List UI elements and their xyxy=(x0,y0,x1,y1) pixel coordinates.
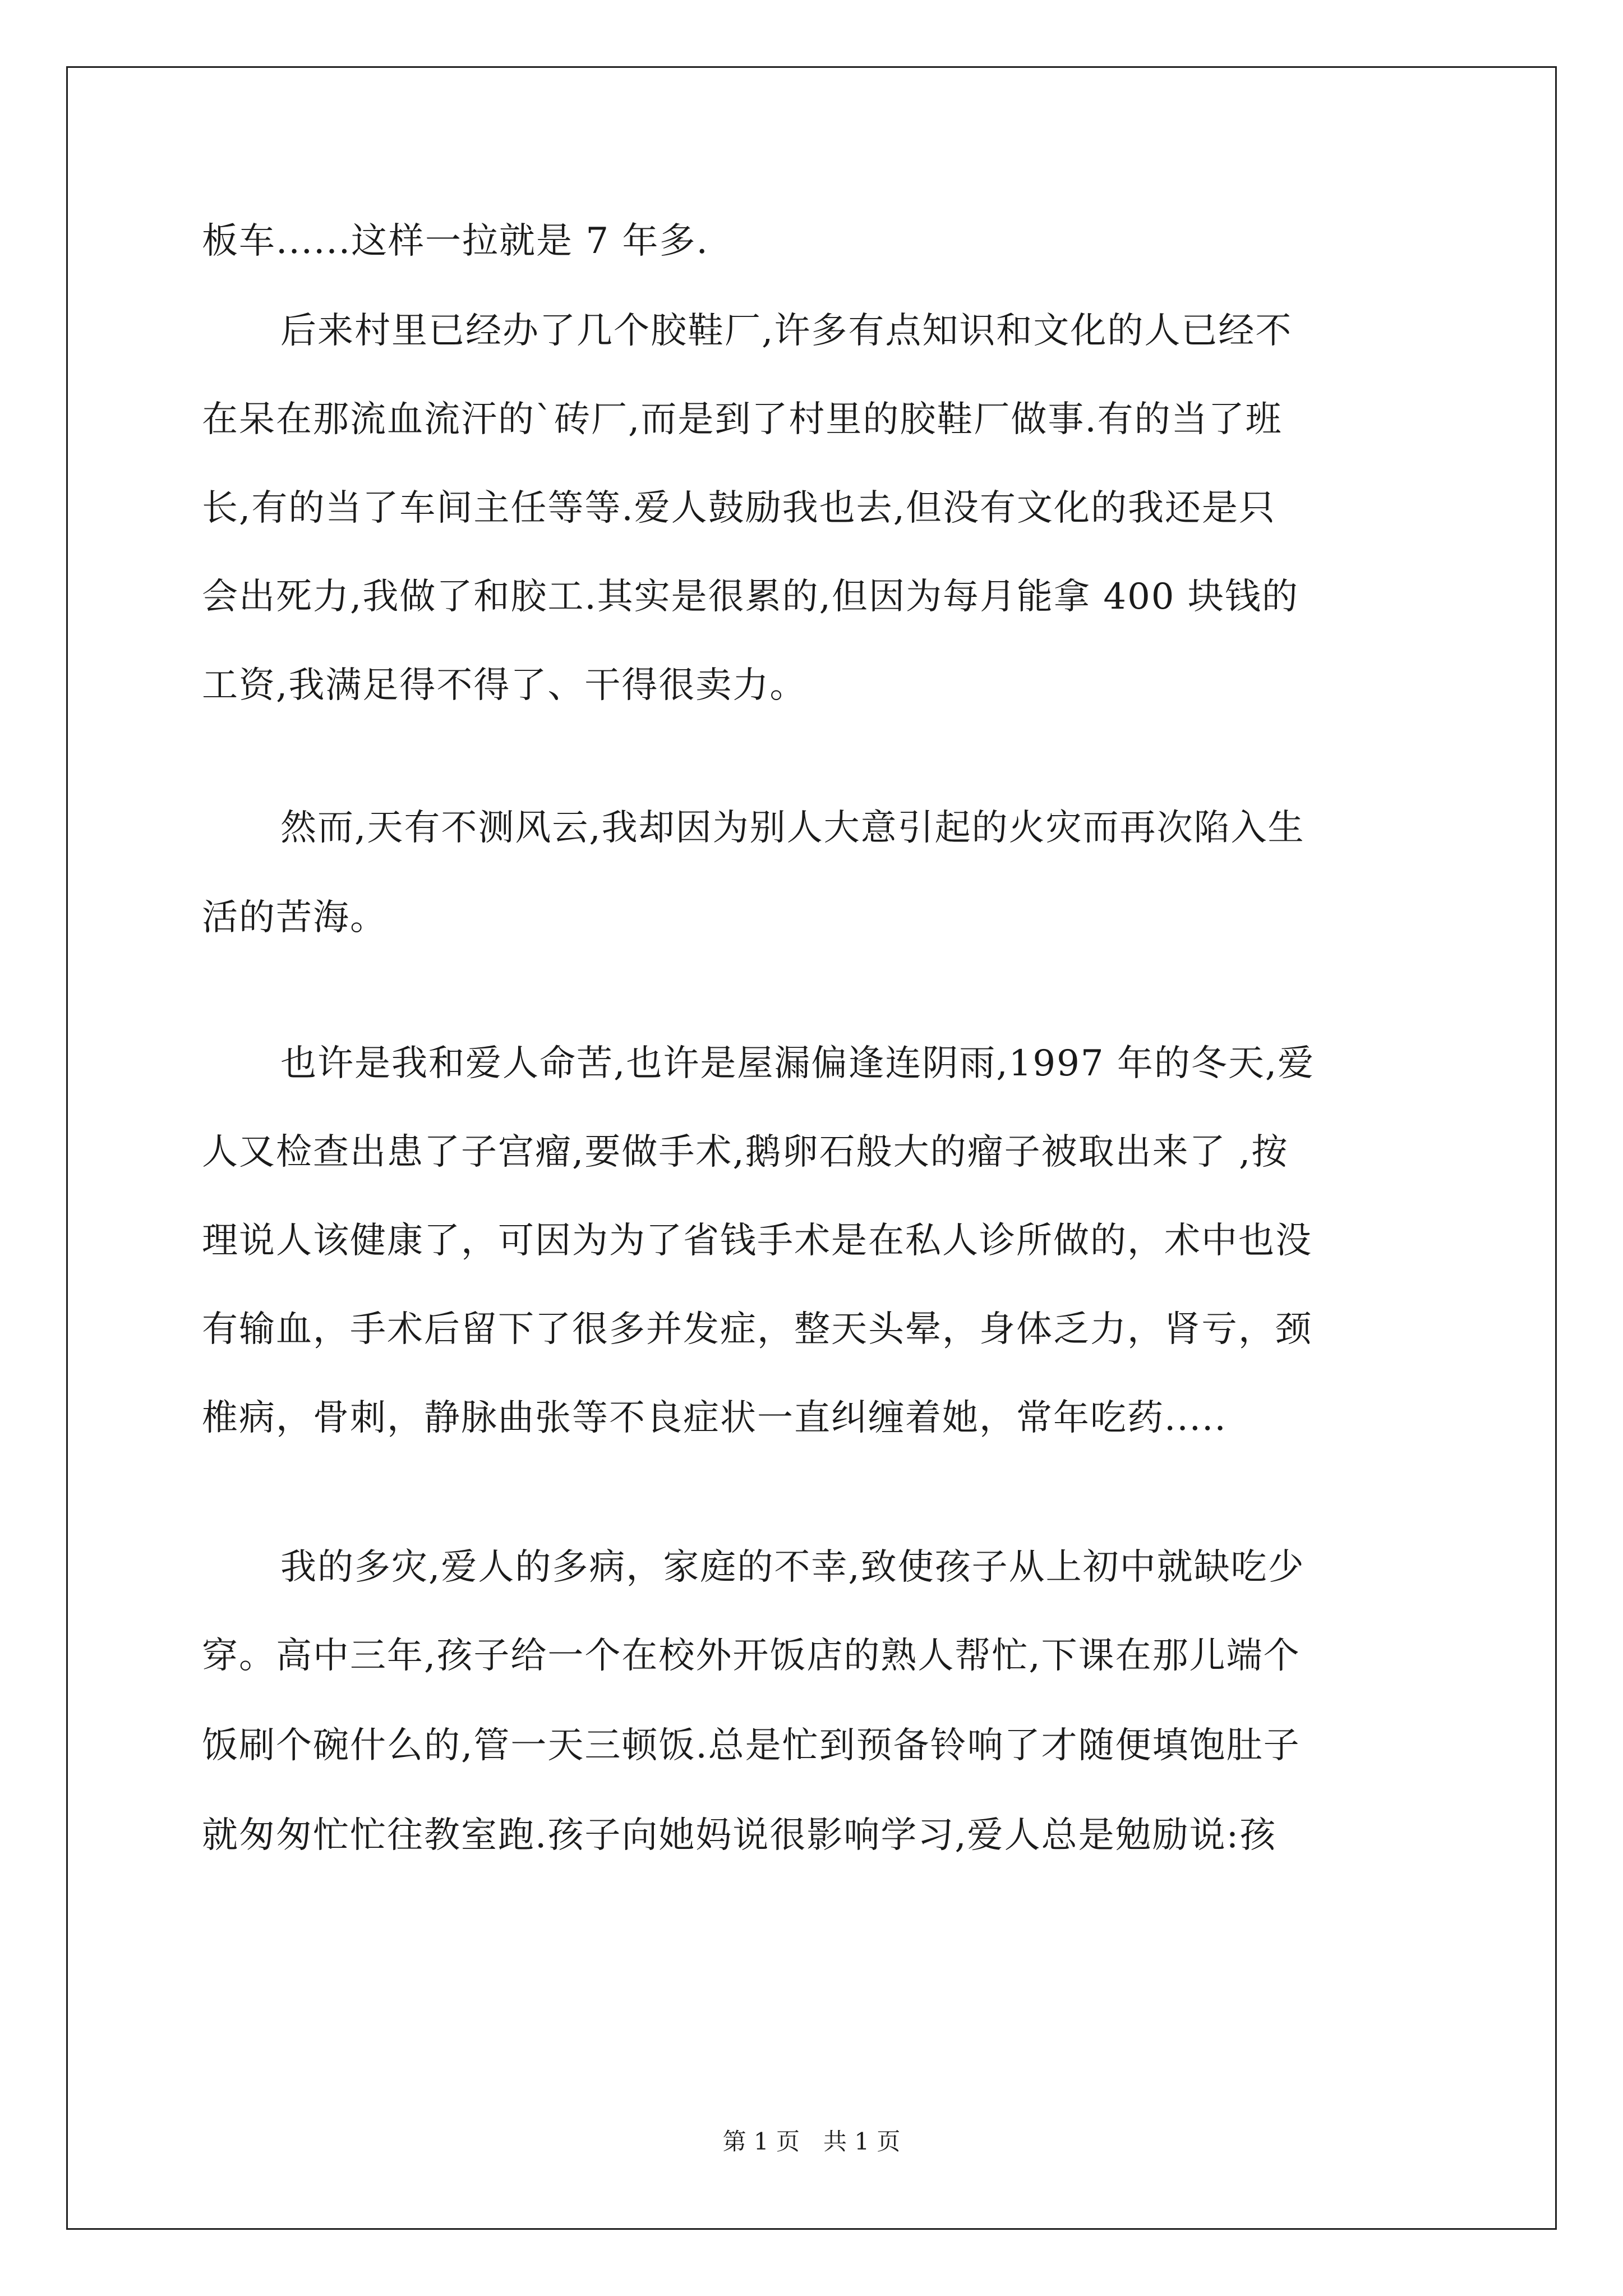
text-line: 长,有的当了车间主任等等.爱人鼓励我也去,但没有文化的我还是只 xyxy=(202,487,1276,529)
text-line: 板车......这样一拉就是 7 年多. xyxy=(202,220,709,262)
paragraph-start-line: 后来村里已经办了几个胶鞋厂,许多有点知识和文化的人已经不 xyxy=(280,310,1293,352)
paragraph-start-line: 我的多灾,爱人的多病，家庭的不幸,致使孩子从上初中就缺吃少 xyxy=(280,1547,1305,1588)
paragraph-start-line: 然而,天有不测风云,我却因为别人大意引起的火灾而再次陷入生 xyxy=(280,807,1305,849)
text-line: 有输血，手术后留下了很多并发症，整天头晕，身体乏力，肾亏，颈 xyxy=(202,1309,1312,1350)
text-line: 在呆在那流血流汗的`砖厂,而是到了村里的胶鞋厂做事.有的当了班 xyxy=(202,399,1283,440)
text-line: 饭刷个碗什么的,管一天三顿饭.总是忙到预备铃响了才随便填饱肚子 xyxy=(202,1725,1301,1766)
text-line: 工资,我满足得不得了、干得很卖力。 xyxy=(202,665,807,706)
text-line: 理说人该健康了，可因为为了省钱手术是在私人诊所做的，术中也没 xyxy=(202,1220,1312,1262)
page-footer: 第 1 页 共 1 页 xyxy=(722,2128,901,2155)
paragraph-start-line: 也许是我和爱人命苦,也许是屋漏偏逢连阴雨,1997 年的冬天,爱 xyxy=(280,1043,1315,1084)
text-line: 穿。高中三年,孩子给一个在校外开饭店的熟人帮忙,下课在那儿端个 xyxy=(202,1635,1301,1677)
text-line: 人又检查出患了子宫瘤,要做手术,鹅卵石般大的瘤子被取出来了 ,按 xyxy=(202,1131,1289,1173)
text-line: 就匆匆忙忙往教室跑.孩子向她妈说很影响学习,爱人总是勉励说:孩 xyxy=(202,1815,1277,1856)
text-line: 会出死力,我做了和胶工.其实是很累的,但因为每月能拿 400 块钱的 xyxy=(202,576,1299,618)
text-line: 活的苦海。 xyxy=(202,897,387,938)
text-line: 椎病，骨刺，静脉曲张等不良症状一直纠缠着她，常年吃药..... xyxy=(202,1397,1227,1439)
